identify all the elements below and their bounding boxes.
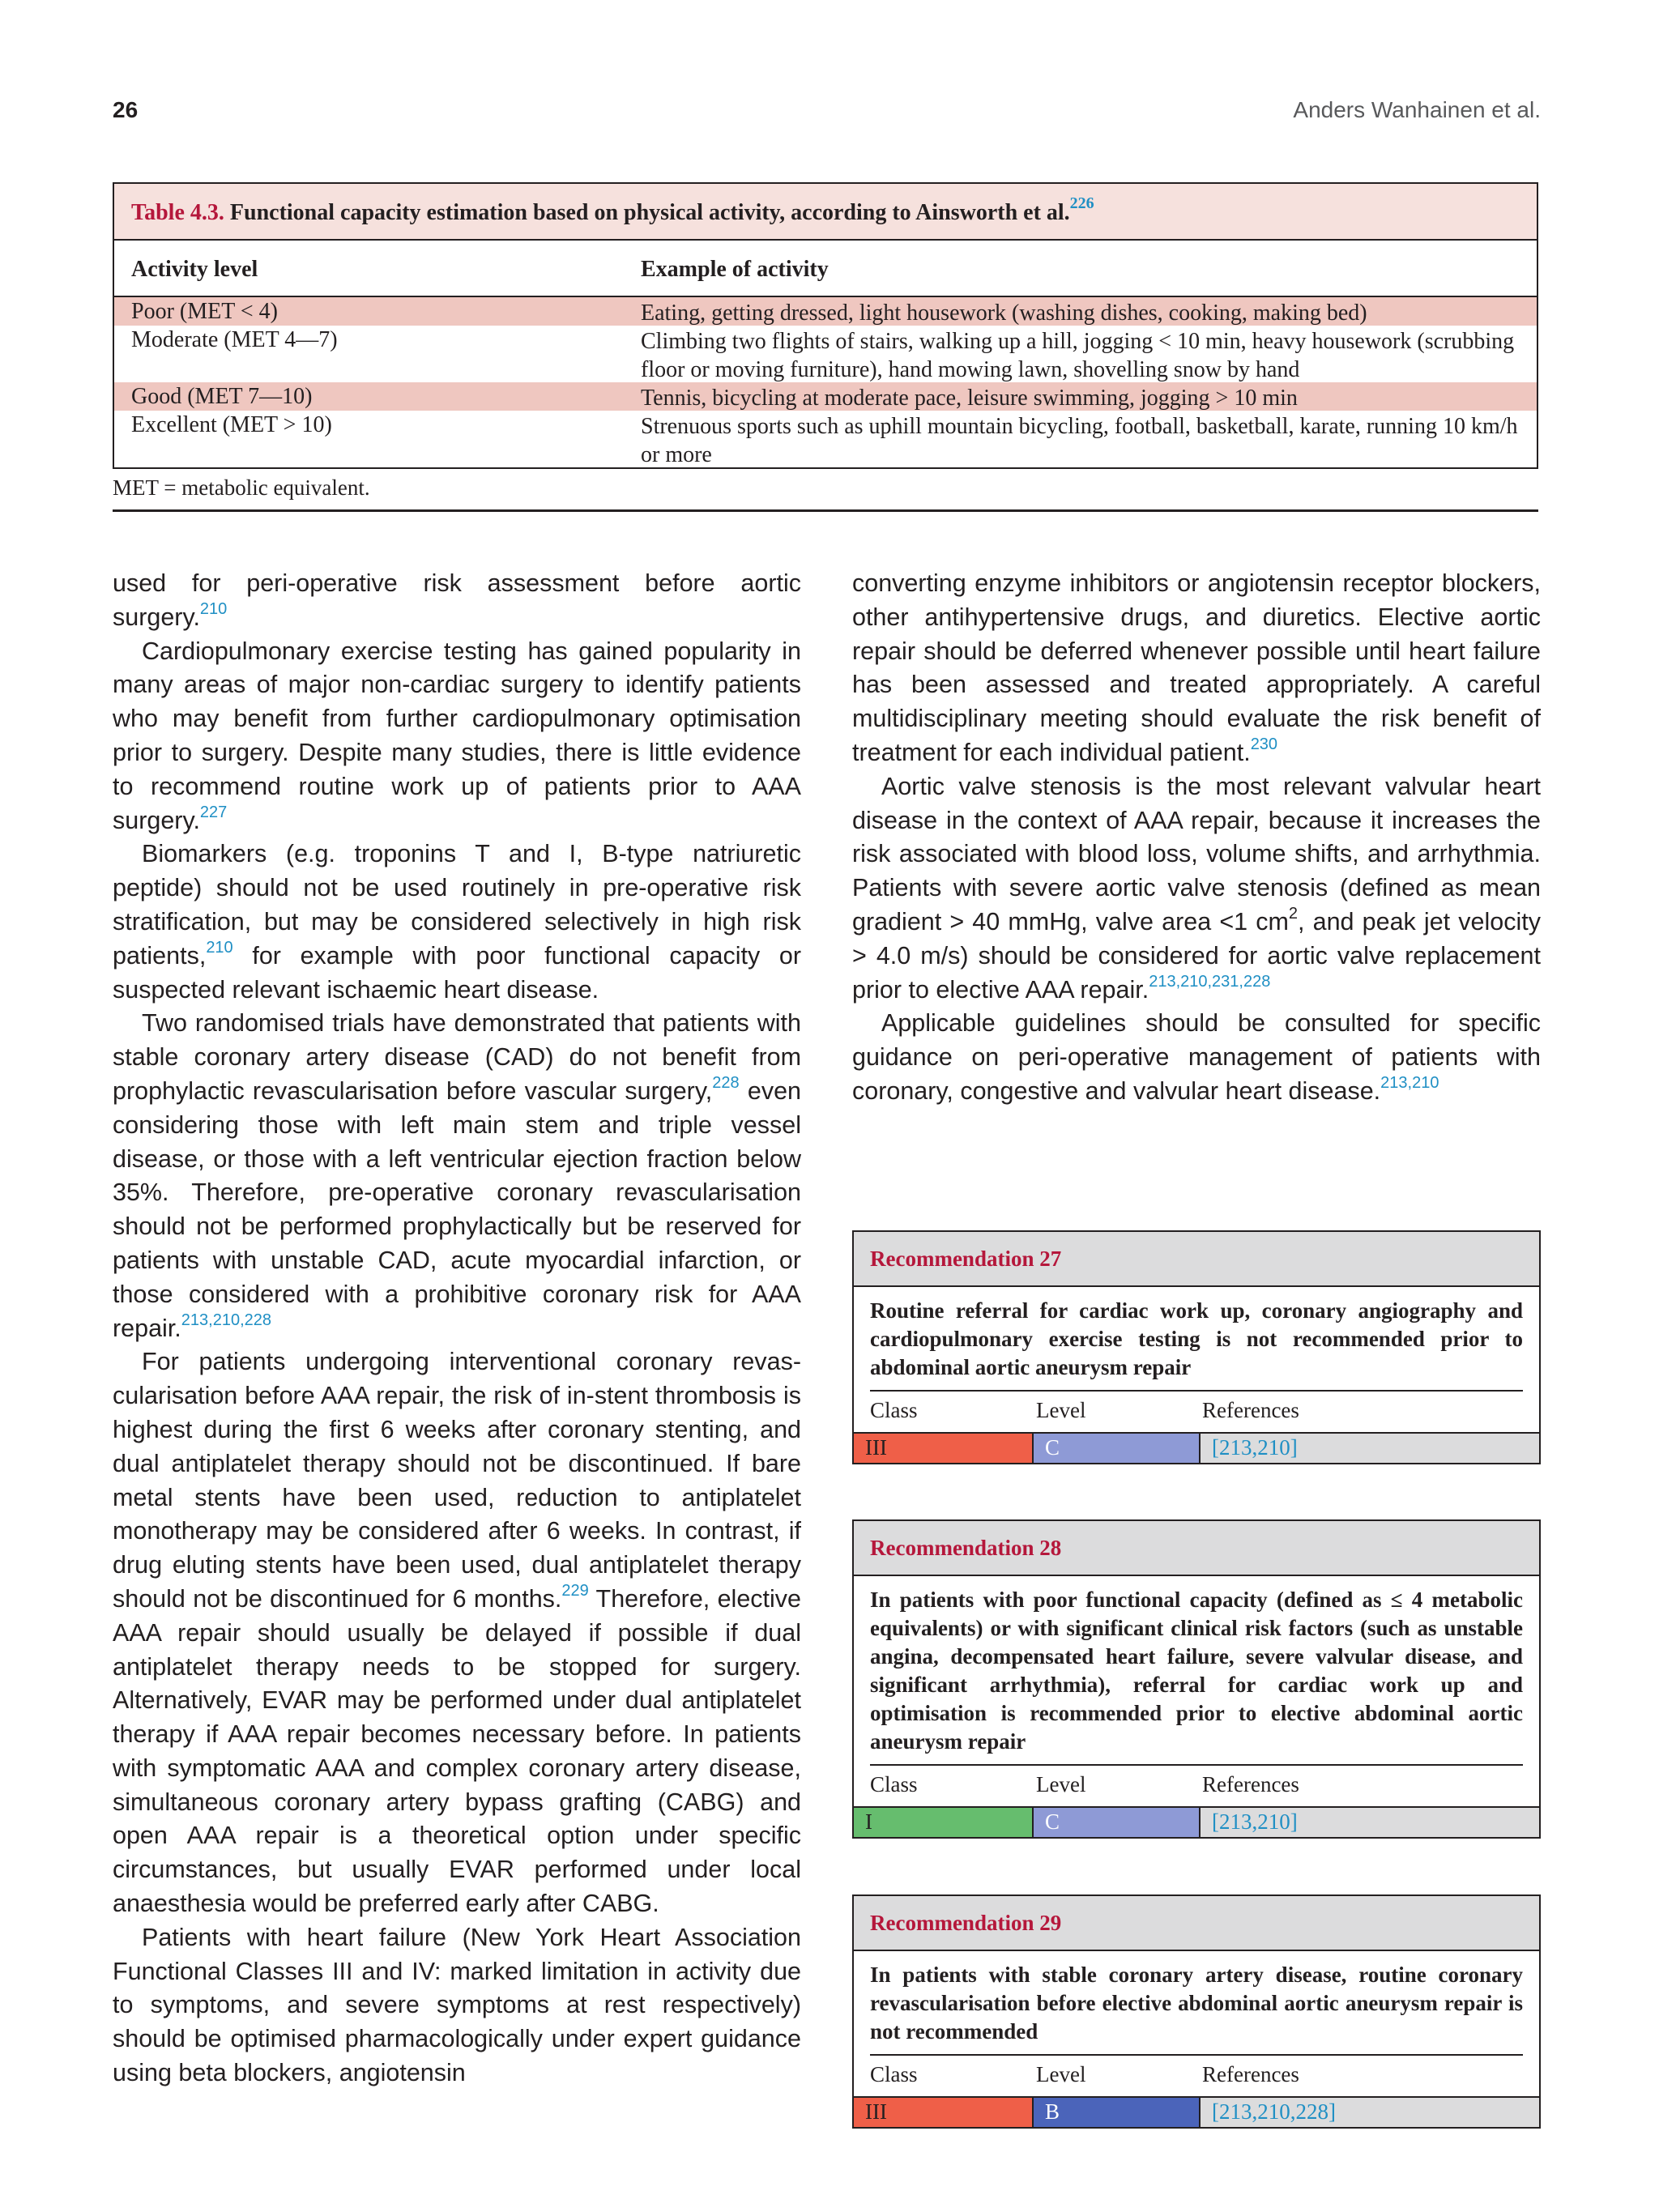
- recommendation-title: Recommendation 29: [854, 1896, 1539, 1951]
- references-label: References: [1202, 1772, 1299, 1796]
- paragraph-text: , and peak jet velocity > 4.0 m/s) should be considered for aortic valve replacement prior to elective AAA repair.: [852, 907, 1541, 1004]
- citation[interactable]: 227: [199, 803, 228, 821]
- table-bottom-rule: [113, 509, 1538, 512]
- table-cell-level: Moderate (MET 4—7): [131, 327, 338, 352]
- citation[interactable]: 228: [712, 1073, 740, 1092]
- paragraph: [852, 567, 1541, 770]
- table-footnote: MET = metabolic equivalent.: [113, 475, 370, 500]
- level-label: Level: [1036, 1398, 1086, 1422]
- paragraph-text: converting enzyme inhibitors or angiotensin receptor blockers, other antihypertensive drugs, and diuretics. Elective aortic repair should be deferred whenever possible until heart failure has been assessed and treated appropriately. A careful multidisciplinary meeting should evaluate the risk benefit of treatment for each individual patient.: [852, 569, 1541, 766]
- paragraph-text: for example with poor functional capacity or suspected relevant ischaemic heart disease.: [113, 941, 801, 1004]
- level-value: B: [1032, 2098, 1199, 2127]
- recommendation-column-labels: [870, 2054, 1523, 2096]
- recommendation-values: [854, 2096, 1539, 2127]
- table-row: [114, 411, 1537, 467]
- paragraph: [113, 1007, 801, 1345]
- level-value: C: [1032, 1808, 1199, 1837]
- recommendation-text: In patients with poor functional capacity (defined as ≤ 4 metabolic equivalents) or with significant clinical risk factors (such as unstable angina, decompensated heart failure, severe valvular disease, and significant arrhythmia), referral for cardiac work up and optimisation is recommended prior to elective abdominal aortic aneurysm repair: [870, 1588, 1523, 1754]
- paragraph-text: used for peri-operative risk assessment before aortic surgery.: [113, 569, 801, 631]
- recommendation-values: [854, 1806, 1539, 1837]
- superscript: 2: [1288, 904, 1299, 923]
- recommendation-box: [852, 1230, 1541, 1464]
- table-title-ref[interactable]: 226: [1069, 194, 1094, 212]
- table-cell-example: Climbing two flights of stairs, walking up a hill, jogging < 10 min, heavy housework (scrubbing floor or moving furniture), hand mowing lawn, shovelling snow by hand: [641, 329, 1515, 382]
- recommendation-text: In patients with stable coronary artery disease, routine coronary revascularisation before elective abdominal aortic aneurysm repair is not recommended: [870, 1963, 1523, 2044]
- paragraph-text: Therefore, elective AAA repair should usually be delayed if possible if dual antiplatelet therapy needs to be stopped for surgery. Alternatively, EVAR may be performed under dual antiplatelet therapy if AAA repair becomes necessary before. In patients with symptomatic AAA and complex coronary artery disease, simultaneous coronary artery bypass grafting (CABG) and open AAA repair is a theoretical option under specific circumstances, but usually EVAR performed under local anaesthesia would be preferred early after CABG.: [113, 1584, 801, 1918]
- paragraph: [113, 1345, 801, 1921]
- table-cell-example: Strenuous sports such as uphill mountain bicycling, football, basketball, karate, running 10 km/h or more: [641, 414, 1518, 467]
- table-cell-level: Good (MET 7—10): [131, 384, 313, 409]
- citation[interactable]: 210: [199, 599, 228, 618]
- class-value: III: [854, 2098, 1032, 2127]
- references-label: References: [1202, 2062, 1299, 2086]
- running-head: Anders Wanhainen et al.: [1293, 97, 1541, 122]
- paragraph-text: Aortic valve stenosis is the most relevant valvular heart disease in the context of AAA repair, because it increases the risk associated with blood loss, volume shifts, and arrhythmia. Patients with severe aortic valve stenosis (defined as mean gradient > 40 mmHg, valve area <1 cm: [852, 772, 1541, 936]
- citation[interactable]: 210: [206, 938, 233, 957]
- references-value[interactable]: [213,210]: [1199, 1434, 1539, 1463]
- paragraph-text: Patients with heart failure (New York Heart Association Functional Classes III and IV: marked limitation in activity due to symptoms, and severe symptoms at rest respectively) should be optimised pharmacologically under expert guidance using beta blockers, angiotensin: [113, 1923, 801, 2087]
- references-label: References: [1202, 1398, 1299, 1422]
- citation[interactable]: 213,210,228: [181, 1311, 272, 1329]
- functional-capacity-table: [113, 182, 1538, 469]
- table-col-example: Example of activity: [641, 257, 829, 282]
- body-column-left: [113, 567, 801, 2091]
- paragraph: [113, 837, 801, 1007]
- citation[interactable]: 213,210: [1380, 1073, 1439, 1092]
- recommendation-column-labels: [870, 1764, 1523, 1806]
- paragraph: [113, 567, 801, 635]
- paragraph-text: For patients undergoing interventional coronary revascularisation before AAA repair, the risk of in-stent thrombosis is highest during the first 6 weeks after coronary stenting, and dual antiplatelet therapy should not be discontinued. If bare metal stents have been used, reduction to antiplatelet monotherapy may be considered after 6 weeks. In contrast, if drug eluting stents have been used, dual antiplatelet therapy should not be discontinued for 6 months.: [113, 1348, 801, 1613]
- recommendation-box: [852, 1519, 1541, 1839]
- table-row: [114, 326, 1537, 382]
- level-value: C: [1032, 1434, 1199, 1463]
- recommendation-text: Routine referral for cardiac work up, coronary angiography and cardiopulmonary exercise testing is not recommended prior to abdominal aortic aneurysm repair: [870, 1298, 1523, 1379]
- paragraph-text: Two randomised trials have demonstrated that patients with stable coronary artery disease (CAD) do not benefit from prophylactic revascularisation before vascular surgery,: [113, 1009, 801, 1105]
- recommendation-box: [852, 1894, 1541, 2129]
- recommendation-values: [854, 1432, 1539, 1463]
- recommendation-title: Recommendation 28: [854, 1521, 1539, 1576]
- class-label: Class: [870, 1398, 918, 1422]
- table-cell-example: Eating, getting dressed, light housework (washing dishes, cooking, making bed): [641, 300, 1367, 326]
- table-label: Table 4.3.: [131, 200, 224, 225]
- class-label: Class: [870, 2062, 918, 2086]
- paragraph: [852, 1007, 1541, 1108]
- paragraph: [852, 770, 1541, 1008]
- class-value: I: [854, 1808, 1032, 1837]
- body-column-right: [852, 567, 1541, 1109]
- paragraph: [113, 1921, 801, 2091]
- references-value[interactable]: [213,210]: [1199, 1808, 1539, 1837]
- table-row: [114, 382, 1537, 411]
- class-label: Class: [870, 1772, 918, 1796]
- table-cell-level: Excellent (MET > 10): [131, 412, 332, 437]
- table-cell-example: Tennis, bicycling at moderate pace, leisure swimming, jogging > 10 min: [641, 386, 1298, 411]
- table-row: [114, 297, 1537, 326]
- paragraph-text: Cardiopulmonary exercise testing has gained popularity in many areas of major non-cardiac surgery to identify patients who may benefit from further cardiopulmonary optimisation prior to surgery. Despite many studies, there is little evidence to recommend routine work up of patients prior to AAA surgery.: [113, 637, 801, 834]
- references-value[interactable]: [213,210,228]: [1199, 2098, 1539, 2127]
- level-label: Level: [1036, 1772, 1086, 1796]
- citation[interactable]: 213,210,231,228: [1149, 972, 1271, 991]
- citation[interactable]: 230: [1250, 735, 1278, 753]
- class-value: III: [854, 1434, 1032, 1463]
- recommendation-title: Recommendation 27: [854, 1232, 1539, 1287]
- table-caption: [114, 184, 1537, 241]
- table-cell-level: Poor (MET < 4): [131, 299, 278, 324]
- paragraph-text: even considering those with left main stem and triple vessel disease, or those with a left ventricular ejection fraction below 35%. Therefore, pre-operative coronary revascularisation should not be performed prophylactically but be reserved for patients with unstable CAD, acute myocardial infarction, or those considered with a prohibitive coronary risk for AAA repair.: [113, 1076, 801, 1342]
- citation[interactable]: 229: [561, 1581, 589, 1600]
- level-label: Level: [1036, 2062, 1086, 2086]
- paragraph-text: Biomarkers (e.g. troponins T and I, B-type natriuretic peptide) should not be used routinely in pre-operative risk stratification, but may be considered selectively in high risk patients,: [113, 840, 801, 970]
- page-number: 26: [113, 97, 139, 122]
- paragraph-text: Applicable guidelines should be consulted for specific guidance on peri-operative management of patients with coronary, congestive and valvular heart disease.: [852, 1009, 1541, 1105]
- table-title: Functional capacity estimation based on physical activity, according to Ainsworth et al.: [229, 200, 1070, 225]
- table-col-activity-level: Activity level: [131, 257, 258, 282]
- recommendation-column-labels: [870, 1390, 1523, 1432]
- paragraph: [113, 635, 801, 838]
- table-header-row: [114, 241, 1537, 297]
